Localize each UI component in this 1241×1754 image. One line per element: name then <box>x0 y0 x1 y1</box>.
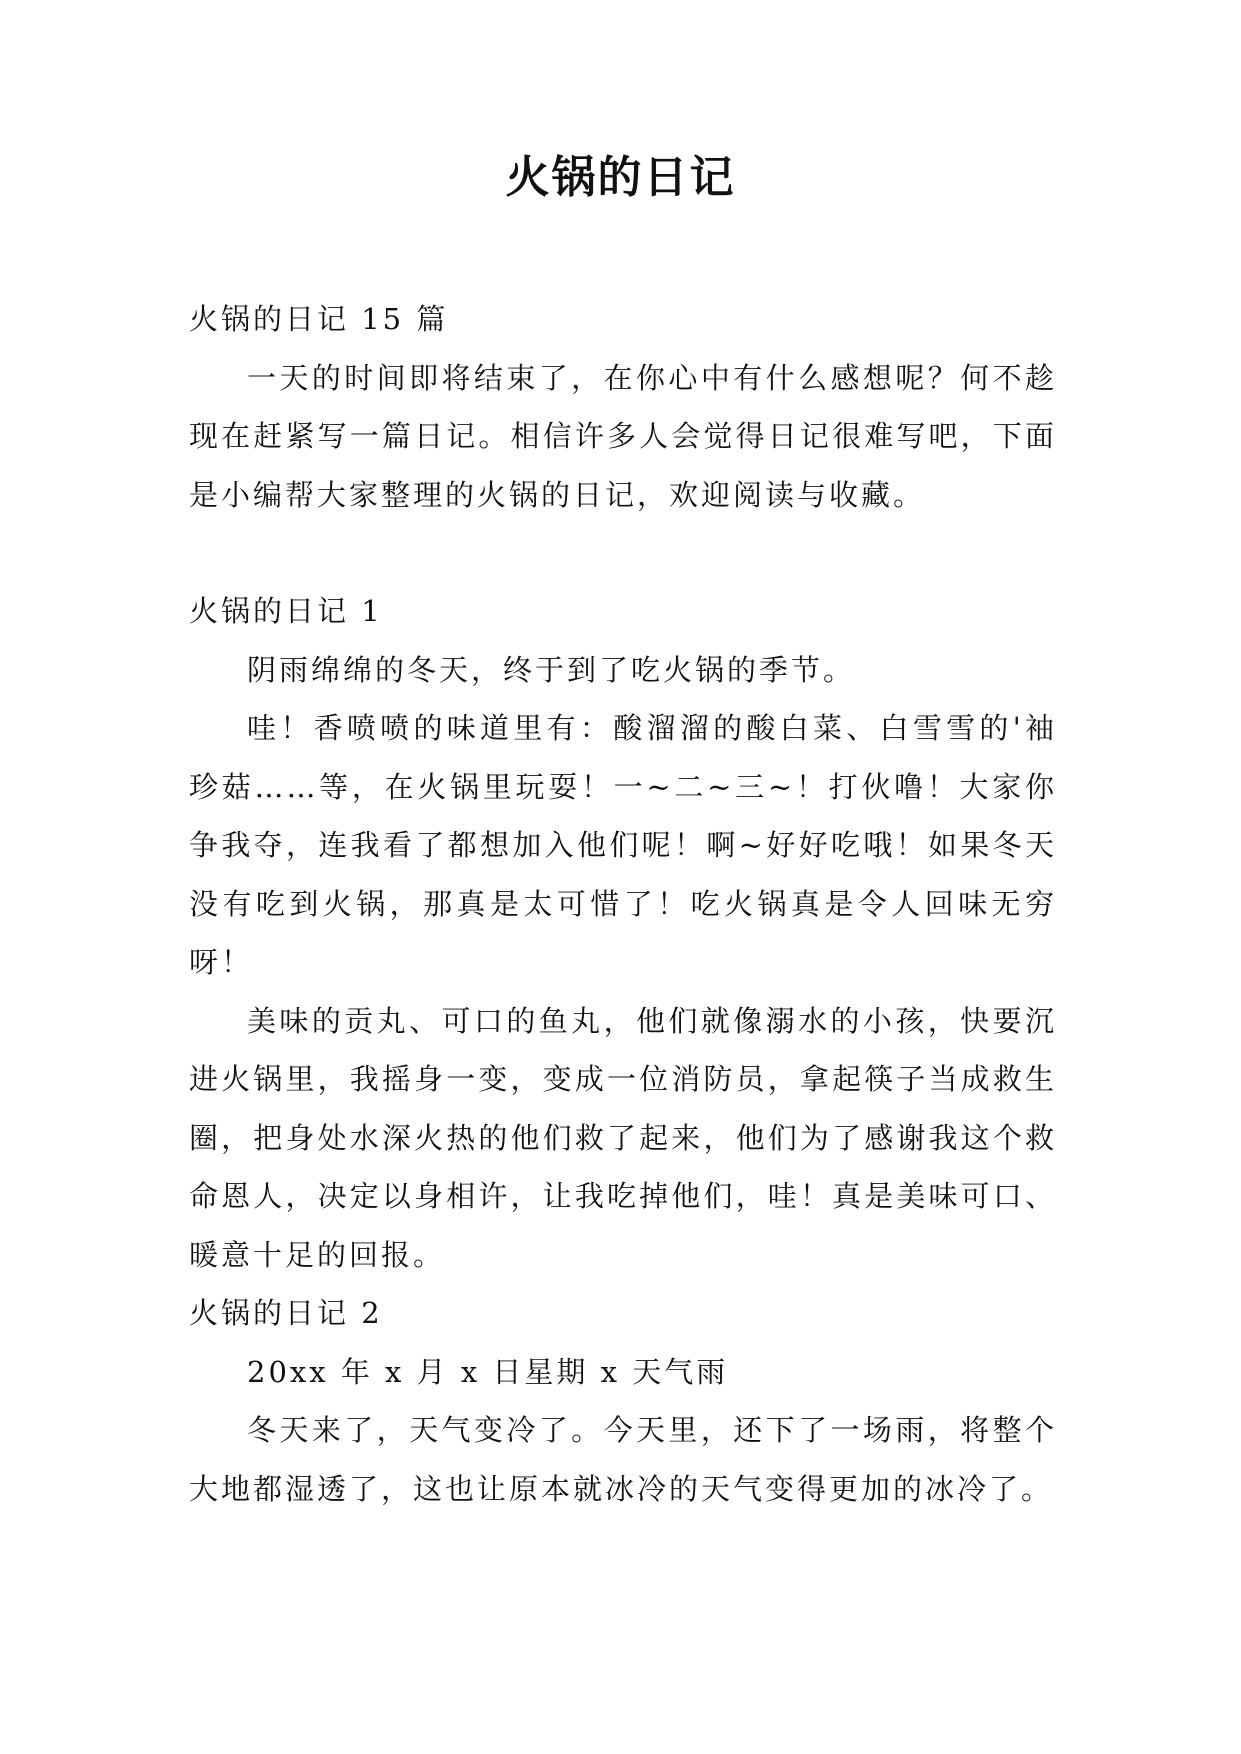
diary2-paragraph-1: 冬天来了，天气变冷了。今天里，还下了一场雨，将整个大地都湿透了，这也让原本就冰冷的天气变得更加的冰冷了。 <box>189 1413 1057 1506</box>
intro-heading: 火锅的日记 15 篇 <box>189 302 449 336</box>
diary1-paragraph-1: 阴雨绵绵的冬天，终于到了吃火锅的季节。 <box>247 652 856 687</box>
section-spacer <box>189 524 1057 582</box>
diary2-heading: 火锅的日记 2 <box>189 1296 383 1330</box>
document-body <box>189 290 1057 1518</box>
diary1-paragraph-3: 美味的贡丸、可口的鱼丸，他们就像溺水的小孩，快要沉进火锅里，我摇身一变，变成一位消防员，拿起筷子当成救生圈，把身处水深火热的他们救了起来，他们为了感谢我这个救命恩人，决定以身相许，让我吃掉他们，哇！真是美味可口、暖意十足的回报。 <box>189 1003 1057 1272</box>
diary1-paragraph-2: 哇！香喷喷的味道里有：酸溜溜的酸白菜、白雪雪的'袖珍菇……等，在火锅里玩耍！一~二~三~！打伙噜！大家你争我夺，连我看了都想加入他们呢！啊~好好吃哦！如果冬天没有吃到火锅，那真是太可惜了！吃火锅真是令人回味无穷呀！ <box>189 711 1057 979</box>
intro-paragraph: 一天的时间即将结束了，在你心中有什么感想呢？何不趁现在赶紧写一篇日记。相信许多人会觉得日记很难写吧，下面是小编帮大家整理的火锅的日记，欢迎阅读与收藏。 <box>189 360 1057 512</box>
diary2-date: 20xx 年 x 月 x 日星期 x 天气雨 <box>247 1354 729 1389</box>
page-title: 火锅的日记 <box>505 152 736 203</box>
diary1-heading: 火锅的日记 1 <box>189 594 383 628</box>
